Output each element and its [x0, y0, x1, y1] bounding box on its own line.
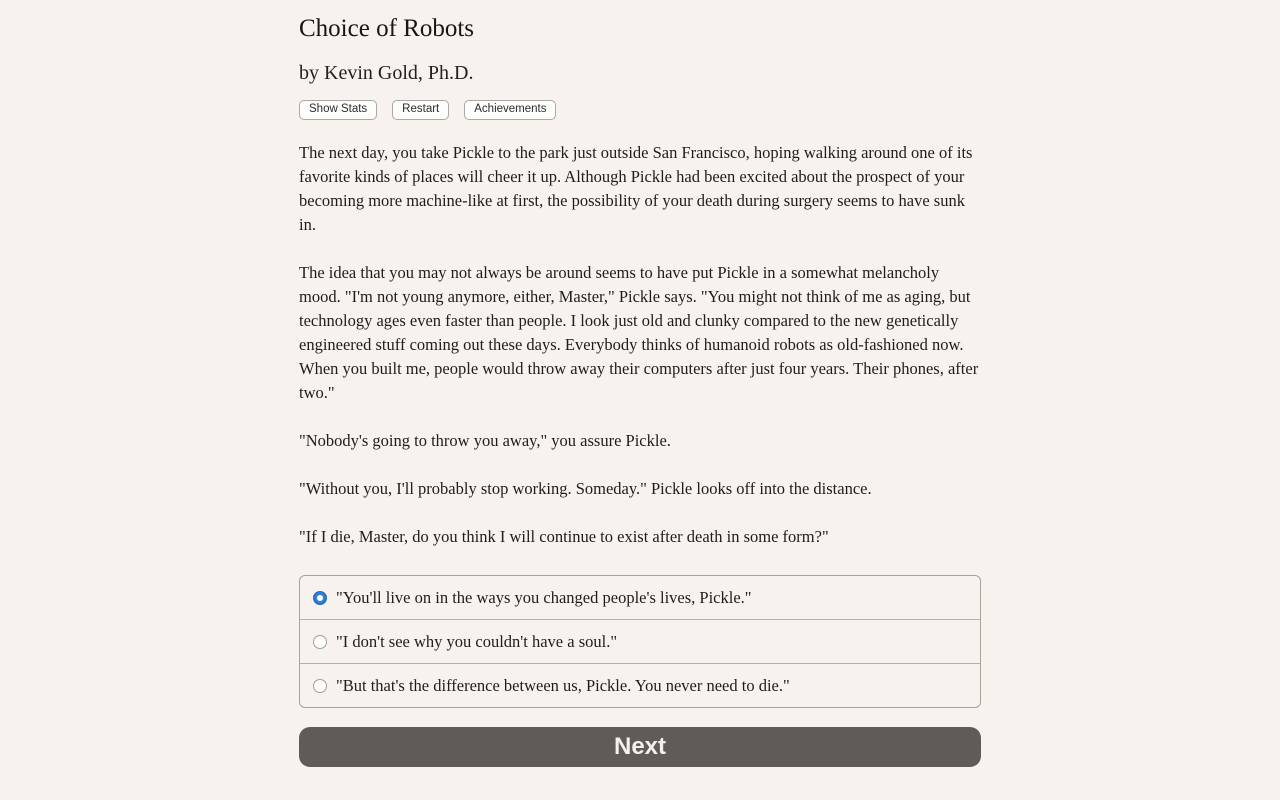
- choice-option-row[interactable]: [300, 576, 980, 620]
- story-text: [299, 141, 981, 549]
- show-stats-button[interactable]: Show Stats: [299, 100, 377, 120]
- byline: by Kevin Gold, Ph.D.: [299, 62, 474, 84]
- choice-label: "But that's the difference between us, Pickle. You never need to die.": [336, 676, 790, 695]
- story-paragraph: The next day, you take Pickle to the park just outside San Francisco, hoping walking around one of its favorite kinds of places will cheer it up. Although Pickle had been excited about the prospect of your becoming more machine-like at first, the possibility of your death during surgery seems to have sunk in.: [299, 143, 973, 234]
- game-page: [299, 0, 981, 767]
- choice-label: "You'll live on in the ways you changed people's lives, Pickle.": [336, 588, 752, 607]
- choice-option-row[interactable]: [300, 664, 980, 707]
- choice-radio[interactable]: [313, 635, 327, 649]
- choice-option-row[interactable]: [300, 620, 980, 664]
- choices-box: [299, 575, 981, 708]
- toolbar: [299, 100, 981, 120]
- story-paragraph: The idea that you may not always be around seems to have put Pickle in a somewhat melancholy mood. "I'm not young anymore, either, Master," Pickle says. "You might not think of me as aging, but technology ages even faster than people. I look just old and clunky compared to the new genetically engineered stuff coming out these days. Everybody thinks of humanoid robots as old-fashioned now. When you built me, people would throw away their computers after just four years. Their phones, after two.": [299, 263, 979, 402]
- choice-radio[interactable]: [313, 679, 327, 693]
- achievements-button[interactable]: Achievements: [464, 100, 556, 120]
- page-title: Choice of Robots: [299, 15, 474, 42]
- story-paragraph: "Nobody's going to throw you away," you assure Pickle.: [299, 431, 671, 450]
- choice-label: "I don't see why you couldn't have a soul.": [336, 632, 618, 651]
- restart-button[interactable]: Restart: [392, 100, 449, 120]
- story-paragraph: "If I die, Master, do you think I will continue to exist after death in some form?": [299, 527, 829, 546]
- choice-radio[interactable]: [313, 591, 327, 605]
- next-button[interactable]: Next: [299, 727, 981, 767]
- story-paragraph: "Without you, I'll probably stop working. Someday." Pickle looks off into the distance.: [299, 479, 872, 498]
